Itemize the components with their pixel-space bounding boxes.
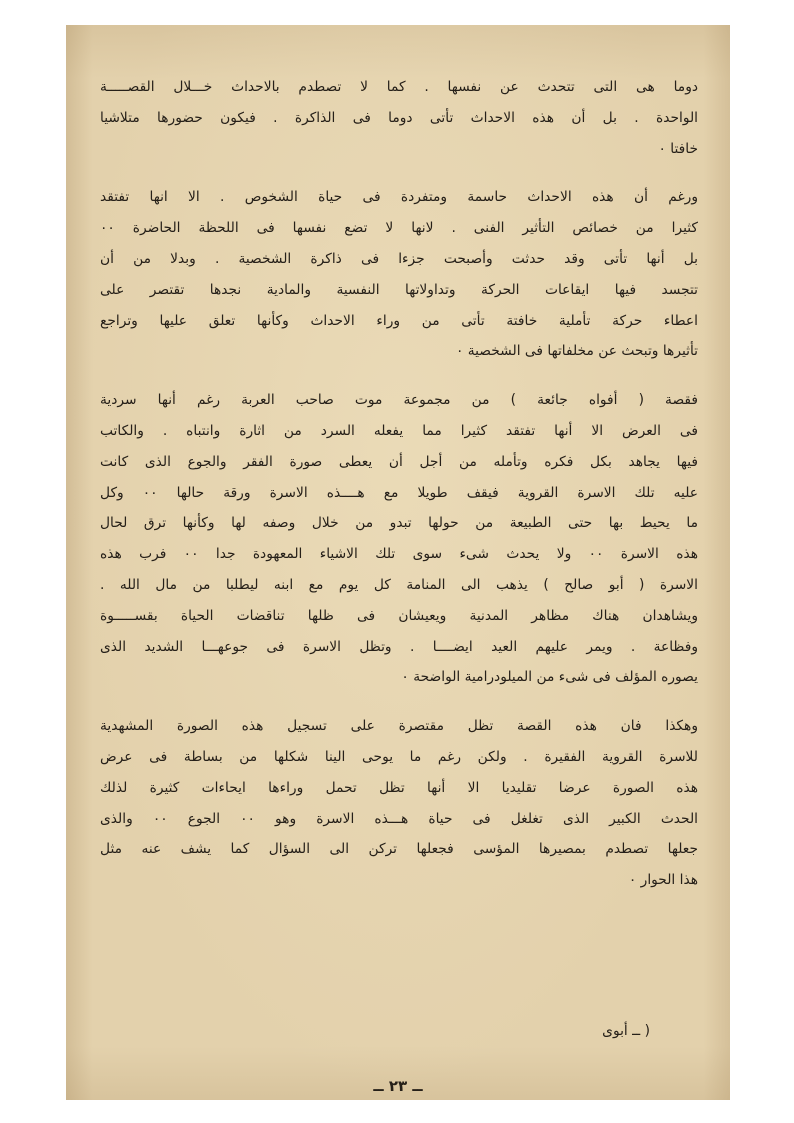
text-line: الواحدة . بل أن هذه الاحداث تأتى دوما فى الذاكرة . فيكون حضورها متلاشيا <box>100 109 698 126</box>
text-line: خافتا ٠ <box>658 140 698 157</box>
text-line: للاسرة القروية الفقيرة . ولكن رغم ما يوحى الينا شكلها من بساطة فى عرض <box>100 748 698 765</box>
text-line: كثيرا من خصائص التأثير الفنى . لانها لا تضع نفسها فى اللحظة الحاضرة ٠٠ <box>100 220 698 237</box>
page-number: ــ ٢٣ ــ <box>373 1077 423 1095</box>
text-line: ويشاهدان هناك مظاهر المدنية ويعيشان فى ظلها تناقضات الحياة بقســـــوة <box>100 607 698 624</box>
paragraph-gap <box>100 164 698 182</box>
text-line: الاسرة ( أبو صالح ) يذهب الى المنامة كل يوم مع ابنه ليطلبا من مال الله . <box>100 576 698 593</box>
text-line: جعلها تصطدم بمصيرها المؤسى فجعلها تركن الى السؤال كما يشف عنه مثل <box>100 841 698 858</box>
text-line: ورغم أن هذه الاحداث حاسمة ومتفردة فى حياة الشخوص . الا انها تفتقد <box>100 189 698 206</box>
text-line: فى العرض الا أنها تفتقد كثيرا مما يفعله السرد من اثارة وانتباه . والكاتب <box>100 422 698 439</box>
text-line: هذا الحوار ٠ <box>628 872 698 889</box>
body-text <box>100 72 698 896</box>
text-line: يصوره المؤلف فى شىء من الميلودرامية الواضحة ٠ <box>401 669 698 686</box>
text-line: عليه تلك الاسرة القروية فيقف طويلا مع هــــذه الاسرة ورقة حالها ٠٠ وكل <box>100 484 698 501</box>
text-line: تأثيرها وتبحث عن مخلفاتها فى الشخصية ٠ <box>455 343 698 360</box>
paragraph-gap <box>100 367 698 385</box>
text-line: اعطاء حركة تأملية خافتة تأتى من وراء الاحداث وكأنها تعلق عليها وتراجع <box>100 312 698 329</box>
text-line: وهكذا فان هذه القصة تظل مقتصرة على تسجيل هذه الصورة المشهدية <box>100 718 698 735</box>
text-line: بل أنها تأتى وقد حدثت وأصبحت جزءا فى ذاكرة الشخصية . وبدلا من أن <box>100 250 698 267</box>
text-line: دوما هى التى تتحدث عن نفسها . كما لا تصطدم بالاحداث خـــلال القصـــــة <box>100 79 698 95</box>
text-line: تتجسد فيها ايقاعات الحركة وتداولاتها النفسية والمادية نجدها تقتصر على <box>100 281 698 298</box>
text-line: هذه الاسرة ٠٠ ولا يحدث شىء سوى تلك الاشياء المعهودة جدا ٠٠ فرب هذه <box>100 546 698 563</box>
text-line: وفظاعة . ويمر عليهم العيد ايضــــا . وتظل الاسرة فى جوعهـــا الشديد الذى <box>100 638 698 655</box>
text-line: فقصة ( أفواه جائعة ) من مجموعة موت صاحب العربة رغم أنها سردية <box>100 392 698 409</box>
text-line: الحدث الكبير الذى تغلغل فى حياة هـــذه الاسرة وهو ٠٠ الجوع ٠٠ والذى <box>100 810 698 827</box>
paragraph-gap <box>100 693 698 711</box>
text-line: هذه الصورة عرضا تقليديا الا أنها تظل تحمل وراءها ايحاءات كثيرة لذلك <box>100 779 698 796</box>
book-page <box>66 25 730 1100</box>
text-line: فيها يجاهد بكل فكره وتأمله من أجل أن يعطى صورة الفقر والجوع الذى كانت <box>100 453 698 470</box>
dialogue-fragment: ( ــ أبوى <box>602 1023 650 1039</box>
text-line: ما يحيط بها حتى الطبيعة من حولها تبدو من خلال وصفه لها وكأنها ترق لحال <box>100 515 698 532</box>
